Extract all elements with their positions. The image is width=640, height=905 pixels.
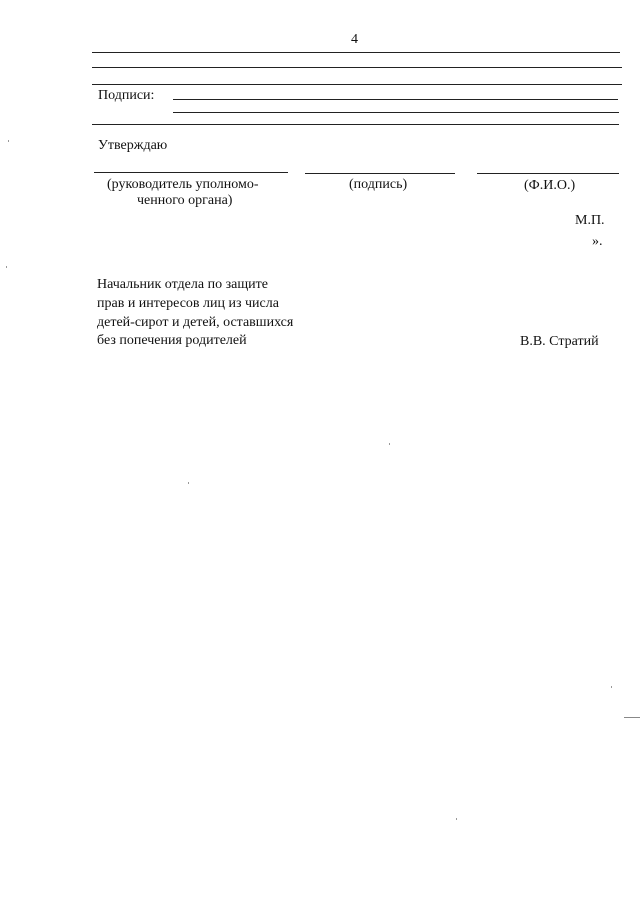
seal-label: М.П. [575,213,605,228]
signatures-label: Подписи: [98,88,155,103]
blank-line [92,52,620,53]
margin-mark [624,717,640,718]
scan-speck [188,482,189,484]
signer-title-line3: детей-сирот и детей, оставшихся [97,315,294,330]
signer-title-line1: Начальник отдела по защите [97,277,268,292]
signature-blank [305,173,455,174]
blank-line [92,84,622,85]
name-caption: (Ф.И.О.) [524,178,576,193]
name-blank [477,173,619,174]
authority-caption-line2: ченного органа) [137,193,233,208]
scan-speck [389,443,390,445]
blank-line [92,67,622,68]
authority-caption-line1: (руководитель уполномо- [107,177,259,192]
closing-quote: ». [592,234,603,249]
signature-line [173,99,618,100]
signer-name: В.В. Стратий [520,334,599,349]
signature-caption: (подпись) [349,177,408,192]
scan-speck [456,818,457,820]
authority-blank [94,172,288,173]
scan-speck [6,266,7,268]
approval-label: Утверждаю [98,138,168,153]
signature-line [92,124,619,125]
signature-line [173,112,619,113]
page-number: 4 [351,32,358,47]
scan-speck [8,140,9,142]
signer-title-line2: прав и интересов лиц из числа [97,296,279,311]
scan-speck [611,686,612,688]
signer-title-line4: без попечения родителей [97,333,247,348]
